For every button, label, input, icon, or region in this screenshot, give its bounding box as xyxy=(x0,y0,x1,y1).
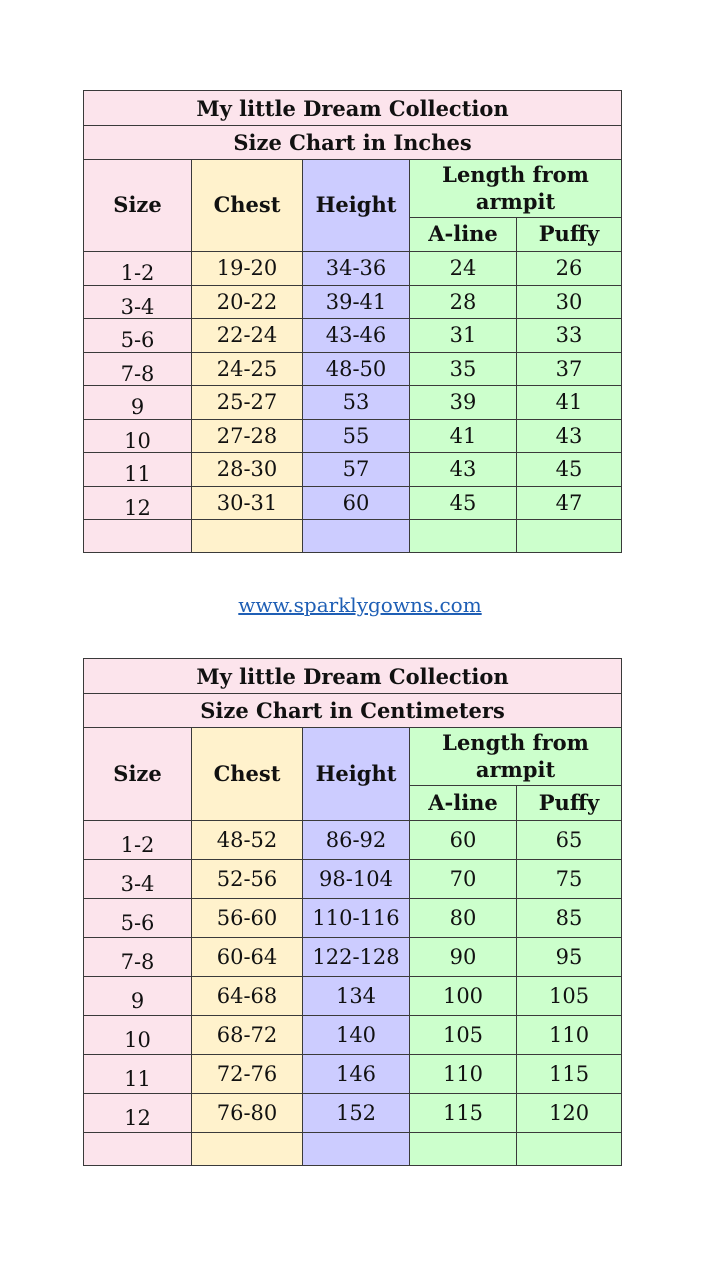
empty-cell xyxy=(410,520,517,553)
chest-cell: 64-68 xyxy=(192,977,303,1016)
size-cell xyxy=(84,821,192,860)
table-row xyxy=(84,285,622,319)
chest-cell: 27-28 xyxy=(192,419,303,453)
puffy-cell: 26 xyxy=(517,252,622,286)
chest-cell: 76-80 xyxy=(192,1094,303,1133)
a-line-cell: 41 xyxy=(410,419,517,453)
chest-cell: 19-20 xyxy=(192,252,303,286)
empty-cell xyxy=(517,520,622,553)
height-cell: 57 xyxy=(303,453,410,487)
chest-cell: 60-64 xyxy=(192,938,303,977)
header-chest: Chest xyxy=(192,728,303,821)
chest-cell: 28-30 xyxy=(192,453,303,487)
size-value: 12 xyxy=(124,1106,151,1130)
size-cell xyxy=(84,938,192,977)
empty-cell xyxy=(410,1133,517,1166)
table-row xyxy=(84,1094,622,1133)
chest-cell: 48-52 xyxy=(192,821,303,860)
size-value: 1-2 xyxy=(120,261,155,286)
height-cell: 146 xyxy=(303,1055,410,1094)
size-cell xyxy=(84,860,192,899)
size-value: 11 xyxy=(124,1067,151,1091)
table-row xyxy=(84,821,622,860)
size-cell xyxy=(84,419,192,453)
empty-cell xyxy=(303,520,410,553)
table-row xyxy=(84,938,622,977)
a-line-cell: 110 xyxy=(410,1055,517,1094)
height-cell: 122-128 xyxy=(303,938,410,977)
size-cell xyxy=(84,486,192,520)
size-cell xyxy=(84,1094,192,1133)
size-cell xyxy=(84,386,192,420)
a-line-cell: 60 xyxy=(410,821,517,860)
a-line-cell: 43 xyxy=(410,453,517,487)
chest-cell: 72-76 xyxy=(192,1055,303,1094)
height-cell: 110-116 xyxy=(303,899,410,938)
puffy-cell: 95 xyxy=(517,938,622,977)
height-cell: 39-41 xyxy=(303,285,410,319)
a-line-cell: 24 xyxy=(410,252,517,286)
chart-subtitle: Size Chart in Centimeters xyxy=(84,694,622,728)
header-a-line: A-line xyxy=(410,786,517,821)
chest-cell: 25-27 xyxy=(192,386,303,420)
size-value: 3-4 xyxy=(120,872,155,896)
height-cell: 134 xyxy=(303,977,410,1016)
empty-row xyxy=(84,520,622,553)
size-value: 1-2 xyxy=(120,833,155,857)
size-value: 10 xyxy=(124,1028,151,1052)
height-cell: 60 xyxy=(303,486,410,520)
size-value: 3-4 xyxy=(120,294,155,319)
table-row xyxy=(84,860,622,899)
a-line-cell: 105 xyxy=(410,1016,517,1055)
puffy-cell: 115 xyxy=(517,1055,622,1094)
puffy-cell: 105 xyxy=(517,977,622,1016)
puffy-cell: 41 xyxy=(517,386,622,420)
a-line-cell: 28 xyxy=(410,285,517,319)
chest-cell: 20-22 xyxy=(192,285,303,319)
table-row xyxy=(84,1016,622,1055)
empty-cell xyxy=(84,520,192,553)
table-row xyxy=(84,252,622,286)
empty-cell xyxy=(192,520,303,553)
a-line-cell: 100 xyxy=(410,977,517,1016)
chart-title: My little Dream Collection xyxy=(84,659,622,694)
a-line-cell: 115 xyxy=(410,1094,517,1133)
a-line-cell: 45 xyxy=(410,486,517,520)
size-cell xyxy=(84,1055,192,1094)
size-value: 5-6 xyxy=(120,328,155,353)
height-cell: 55 xyxy=(303,419,410,453)
size-value: 5-6 xyxy=(120,911,155,935)
puffy-cell: 47 xyxy=(517,486,622,520)
header-length-from-armpit: Length from armpit xyxy=(410,728,622,786)
chart-title: My little Dream Collection xyxy=(84,91,622,126)
puffy-cell: 85 xyxy=(517,899,622,938)
size-value: 9 xyxy=(130,395,145,420)
size-value: 7-8 xyxy=(120,361,155,386)
centimeters-size-chart xyxy=(83,658,622,1166)
height-cell: 43-46 xyxy=(303,319,410,353)
height-cell: 152 xyxy=(303,1094,410,1133)
puffy-cell: 75 xyxy=(517,860,622,899)
table-row xyxy=(84,419,622,453)
height-cell: 53 xyxy=(303,386,410,420)
size-value: 12 xyxy=(124,495,151,520)
size-cell xyxy=(84,453,192,487)
puffy-cell: 65 xyxy=(517,821,622,860)
empty-cell xyxy=(303,1133,410,1166)
table-row xyxy=(84,386,622,420)
header-puffy: Puffy xyxy=(517,786,622,821)
a-line-cell: 70 xyxy=(410,860,517,899)
chest-cell: 52-56 xyxy=(192,860,303,899)
empty-row xyxy=(84,1133,622,1166)
puffy-cell: 120 xyxy=(517,1094,622,1133)
inches-rows xyxy=(84,252,622,520)
table-row xyxy=(84,453,622,487)
header-a-line: A-line xyxy=(410,218,517,252)
puffy-cell: 33 xyxy=(517,319,622,353)
inches-size-chart xyxy=(83,90,622,553)
size-cell xyxy=(84,285,192,319)
table-row xyxy=(84,977,622,1016)
size-value: 7-8 xyxy=(120,950,155,974)
table-row xyxy=(84,1055,622,1094)
height-cell: 140 xyxy=(303,1016,410,1055)
chest-cell: 56-60 xyxy=(192,899,303,938)
size-value: 11 xyxy=(124,462,151,487)
table-row xyxy=(84,899,622,938)
chest-cell: 68-72 xyxy=(192,1016,303,1055)
size-cell xyxy=(84,252,192,286)
header-size: Size xyxy=(84,728,192,821)
size-cell xyxy=(84,977,192,1016)
table-row xyxy=(84,352,622,386)
a-line-cell: 31 xyxy=(410,319,517,353)
size-cell xyxy=(84,352,192,386)
puffy-cell: 43 xyxy=(517,419,622,453)
size-cell xyxy=(84,319,192,353)
header-height: Height xyxy=(303,728,410,821)
chest-cell: 22-24 xyxy=(192,319,303,353)
header-length-from-armpit: Length from armpit xyxy=(410,160,622,218)
height-cell: 48-50 xyxy=(303,352,410,386)
empty-cell xyxy=(192,1133,303,1166)
puffy-cell: 110 xyxy=(517,1016,622,1055)
a-line-cell: 35 xyxy=(410,352,517,386)
website-link[interactable]: www.sparklygowns.com xyxy=(238,593,482,617)
puffy-cell: 30 xyxy=(517,285,622,319)
size-cell xyxy=(84,899,192,938)
header-size: Size xyxy=(84,160,192,252)
puffy-cell: 37 xyxy=(517,352,622,386)
header-puffy: Puffy xyxy=(517,218,622,252)
a-line-cell: 90 xyxy=(410,938,517,977)
header-height: Height xyxy=(303,160,410,252)
height-cell: 34-36 xyxy=(303,252,410,286)
table-row xyxy=(84,486,622,520)
size-value: 10 xyxy=(124,428,151,453)
header-chest: Chest xyxy=(192,160,303,252)
puffy-cell: 45 xyxy=(517,453,622,487)
height-cell: 98-104 xyxy=(303,860,410,899)
chest-cell: 24-25 xyxy=(192,352,303,386)
a-line-cell: 80 xyxy=(410,899,517,938)
empty-cell xyxy=(517,1133,622,1166)
a-line-cell: 39 xyxy=(410,386,517,420)
size-cell xyxy=(84,1016,192,1055)
centimeters-rows xyxy=(84,821,622,1133)
height-cell: 86-92 xyxy=(303,821,410,860)
chest-cell: 30-31 xyxy=(192,486,303,520)
size-value: 9 xyxy=(130,989,145,1013)
table-row xyxy=(84,319,622,353)
chart-subtitle: Size Chart in Inches xyxy=(84,126,622,160)
empty-cell xyxy=(84,1133,192,1166)
